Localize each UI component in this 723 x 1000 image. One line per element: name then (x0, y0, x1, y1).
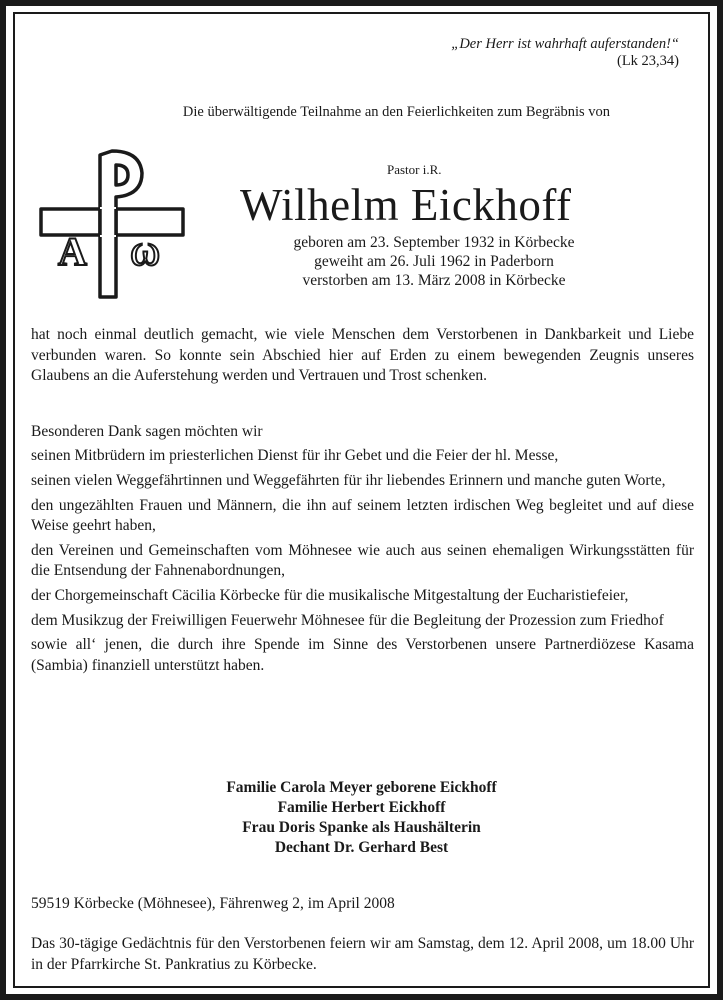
birth-date: geboren am 23. September 1932 in Körbecke (293, 234, 575, 251)
place-and-date: 59519 Körbecke (Möhnesee), Fährenweg 2, im April 2008 (31, 895, 395, 912)
signatory: Familie Herbert Eickhoff (277, 799, 446, 816)
thanks-item: seinen Mitbrüdern im priesterlichen Dienst für ihr Gebet und die Feier der hl. Messe, (31, 447, 559, 465)
omega-glyph: ω (130, 224, 161, 275)
signatory: Dechant Dr. Gerhard Best (274, 839, 449, 856)
bible-verse: „Der Herr ist wahrhaft auferstanden!“ (451, 36, 679, 52)
ordination-date: geweiht am 26. Juli 1962 in Paderborn (314, 253, 554, 270)
memorial-service-note: Das 30-tägige Gedächtnis für den Verstorbenen feiern wir am Samstag, dem 12. April 2008, um 18.00 Uhr in der Pfarrkirche St. Pankratius zu Körbecke. (31, 935, 694, 973)
thanks-item: den ungezählten Frauen und Männern, die ihn auf seinem letzten irdischen Weg begleitet und auf diese Weise geehrt haben, (31, 496, 694, 535)
main-text (31, 325, 694, 680)
deceased-title: Pastor i.R. (387, 162, 442, 177)
thanks-item: sowie all‘ jenen, die durch ihre Spende im Sinne des Verstorbenen unsere Partnerdiözese Kasama (Sambia) finanziell unterstützt haben. (31, 636, 694, 674)
bible-reference: (Lk 23,34) (616, 53, 679, 69)
signatories (0, 778, 723, 858)
thanks-item: der Chorgemeinschaft Cäcilia Körbecke für die musikalische Mitgestaltung der Eucharistiefeier, (31, 586, 629, 604)
signatory: Frau Doris Spanke als Haushälterin (242, 819, 481, 836)
life-dates (244, 233, 624, 290)
thanks-item: seinen vielen Weggefährtinnen und Weggefährten für ihr liebendes Erinnern und manche guten Worte, (31, 471, 666, 489)
signatory: Familie Carola Meyer geborene Eickhoff (226, 779, 497, 796)
bible-quote (451, 36, 679, 70)
deceased-name: Wilhelm Eickhoff (240, 180, 572, 230)
death-date: verstorben am 13. März 2008 in Körbecke (302, 272, 566, 289)
thanks-item: dem Musikzug der Freiwilligen Feuerwehr Möhnesee für die Begleitung der Prozession zum Friedhof (31, 611, 664, 629)
opening-paragraph: hat noch einmal deutlich gemacht, wie viele Menschen dem Verstorbenen in Dankbarkeit und Liebe verbunden waren. So konnte sein Abschied hier auf Erden zu einem bewegenden Zeugnis unseres Glaubens an die Auferstehung werden und Vertrauen und Trost schenken. (31, 326, 694, 385)
thanks-intro: Besonderen Dank sagen möchten wir (31, 422, 263, 440)
alpha-glyph: A (58, 229, 87, 274)
chi-rho-alpha-omega-cross-icon (38, 147, 186, 301)
thanks-item: den Vereinen und Gemeinschaften vom Möhnesee wie auch aus seinen ehemaligen Wirkungsstätten für die Entsendung der Fahnenabordnungen, (31, 541, 694, 580)
intro-line: Die überwältigende Teilnahme an den Feierlichkeiten zum Begräbnis von (182, 104, 611, 120)
